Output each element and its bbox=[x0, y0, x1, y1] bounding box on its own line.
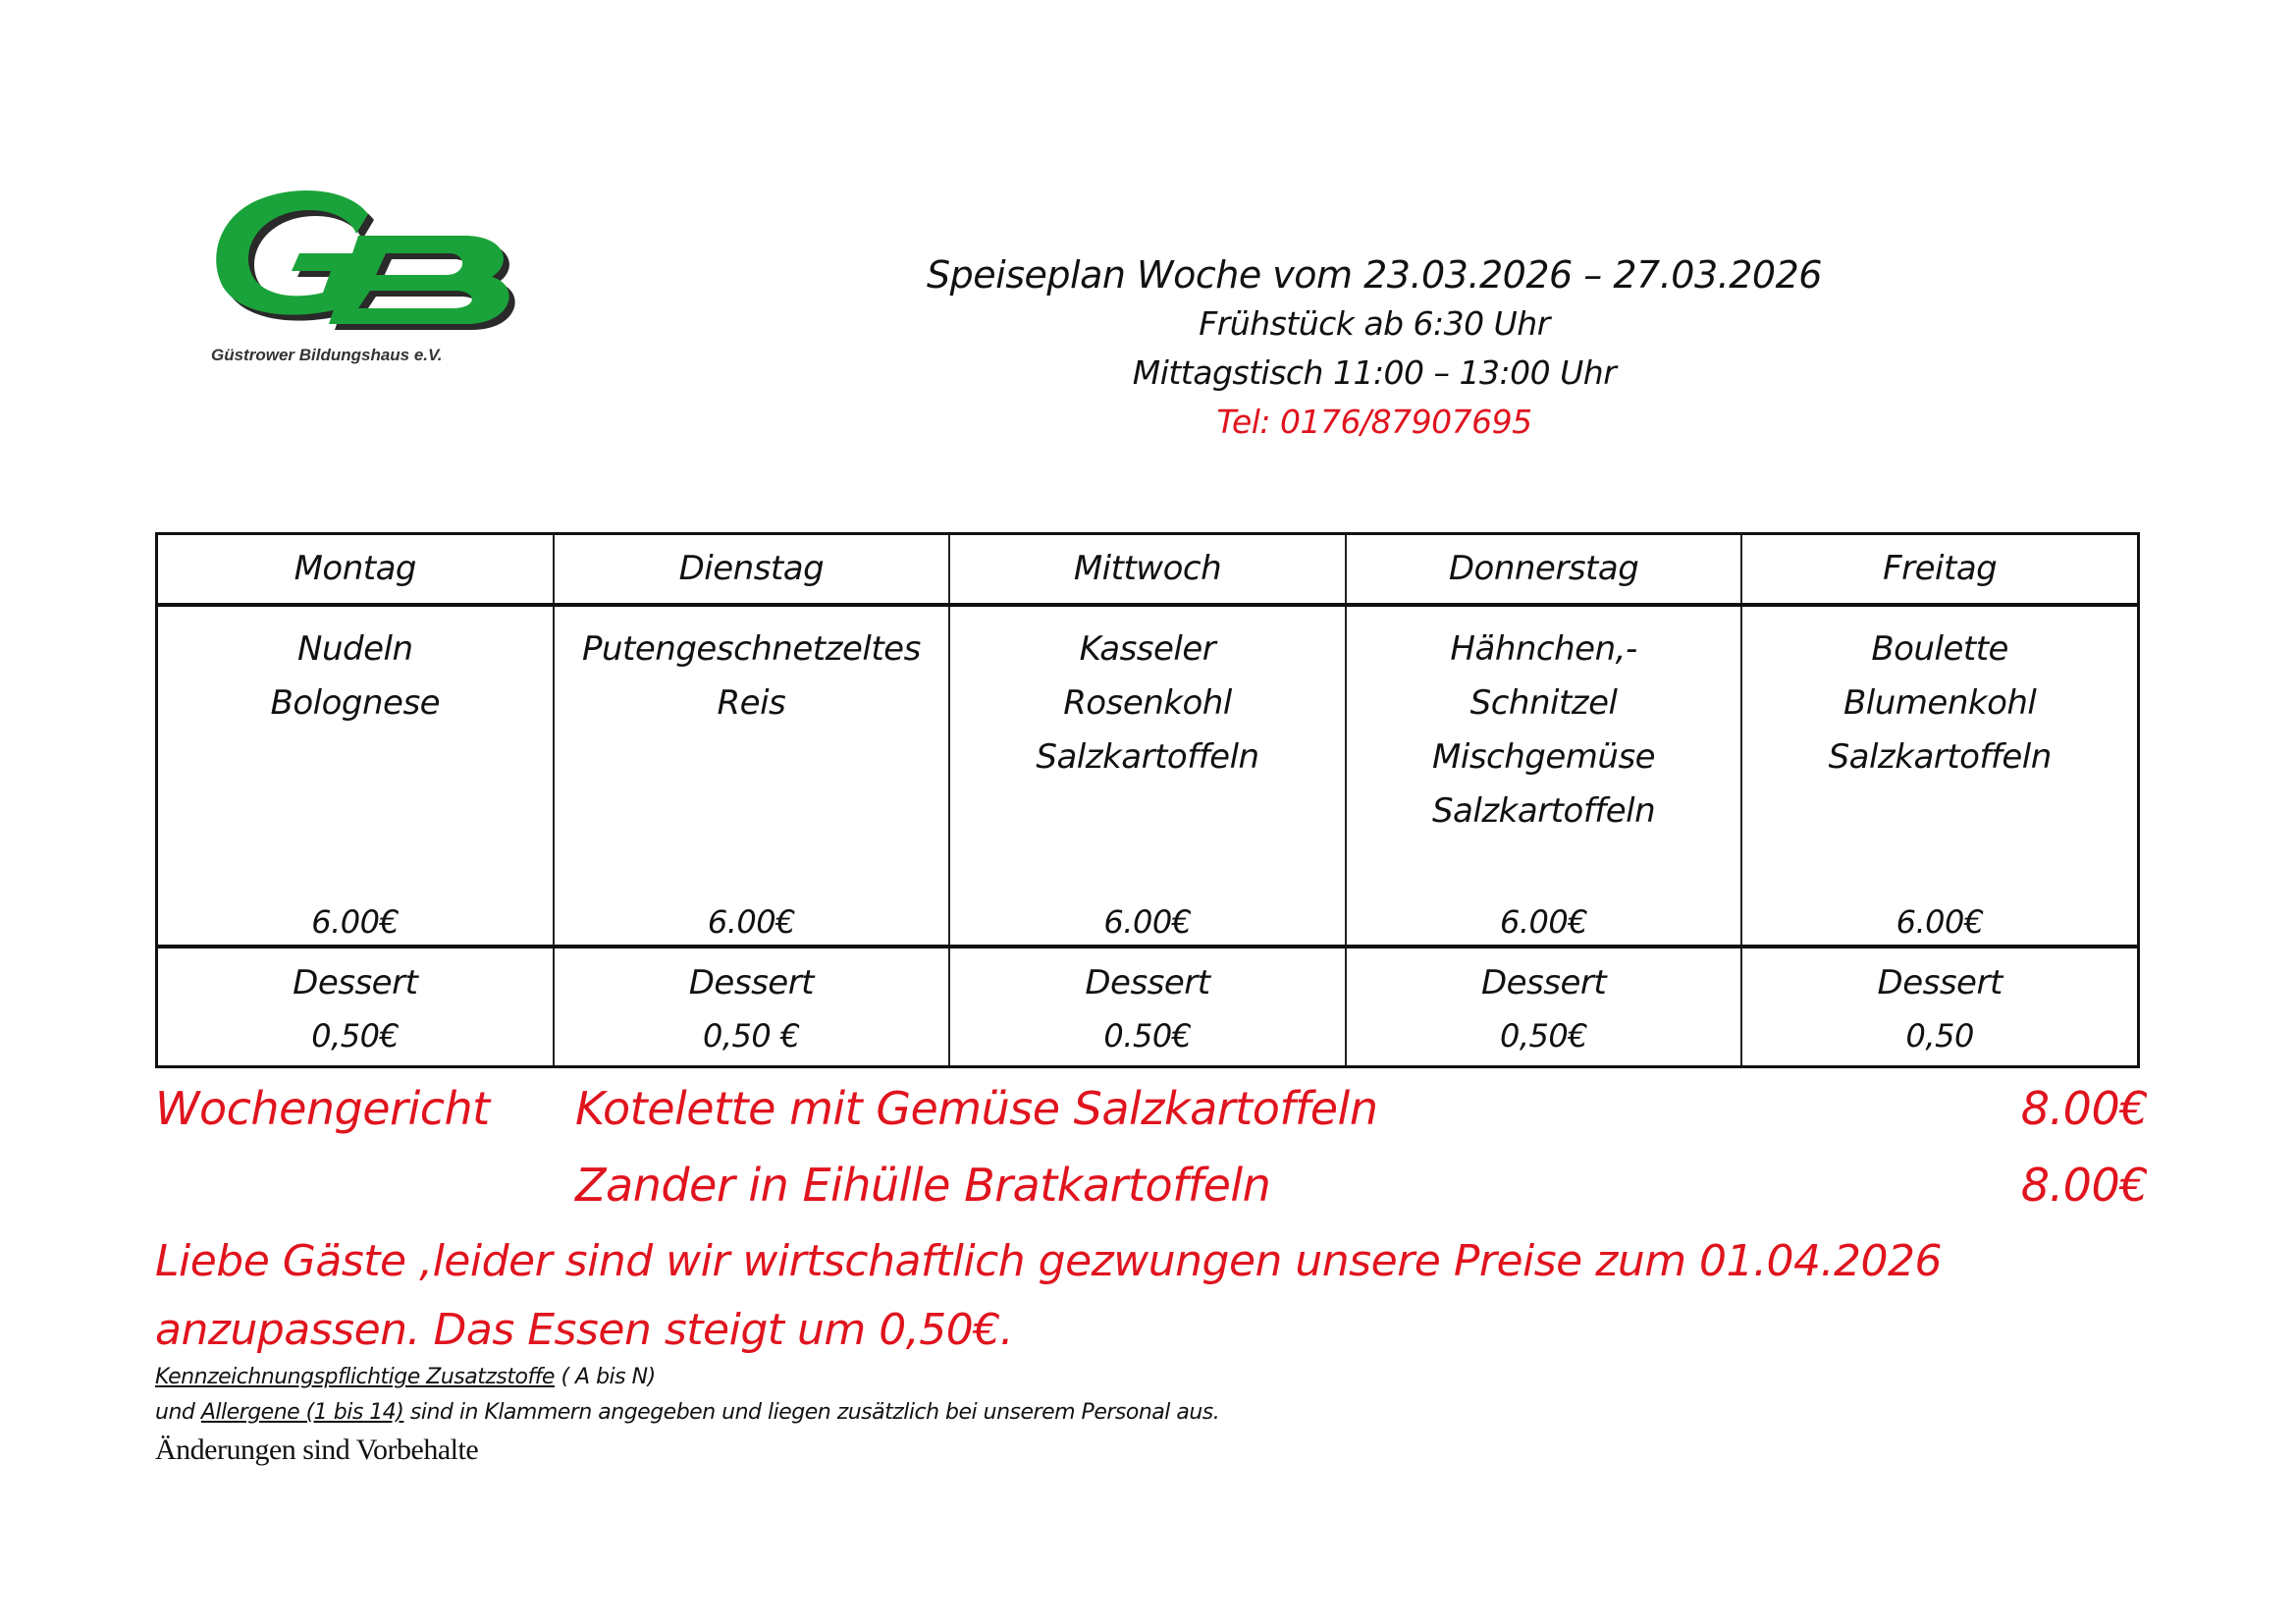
meal-line: Mischgemüse bbox=[1432, 737, 1656, 777]
meal-line: Reis bbox=[717, 683, 786, 723]
dessert-cell-wednesday bbox=[950, 948, 1347, 1065]
dessert-price: 0,50€ bbox=[1500, 1017, 1588, 1055]
price-increase-notice bbox=[155, 1227, 2216, 1365]
dessert-price: 0,50 € bbox=[703, 1017, 800, 1055]
meal-cell-monday bbox=[158, 607, 555, 945]
gb-logo-icon bbox=[201, 177, 535, 344]
logo bbox=[201, 177, 535, 383]
dessert-cell-monday bbox=[158, 948, 555, 1065]
meal-line: Boulette bbox=[1871, 629, 2008, 669]
meal-line: Putengeschnetzeltes bbox=[582, 629, 921, 669]
meal-line: Nudeln bbox=[297, 629, 413, 669]
notice-line: Liebe Gäste ,leider sind wir wirtschaftlich gezwungen unsere Preise zum 01.04.2026 bbox=[155, 1236, 1942, 1286]
additives-line bbox=[155, 1360, 1219, 1395]
phone-number: Tel: 0176/87907695 bbox=[1216, 403, 1532, 441]
meal-line: Blumenkohl bbox=[1842, 683, 2037, 723]
changes-disclaimer: Änderungen sind Vorbehalte bbox=[155, 1434, 479, 1466]
weekly-dish-row bbox=[155, 1070, 2148, 1147]
meal-line: Salzkartoffeln bbox=[1431, 791, 1656, 831]
meal-cell-thursday bbox=[1347, 607, 1743, 945]
meal-line: Salzkartoffeln bbox=[1036, 737, 1259, 777]
notice-line: anzupassen. Das Essen steigt um 0,50€. bbox=[155, 1305, 1014, 1355]
meal-price: 6.00€ bbox=[707, 903, 795, 941]
meal-price: 6.00€ bbox=[311, 903, 400, 941]
dessert-cell-friday bbox=[1742, 948, 2137, 1065]
dessert-price: 0,50 bbox=[1905, 1017, 1974, 1055]
meal-cell-wednesday bbox=[950, 607, 1347, 945]
weekly-dish-name: Zander in Eihülle Bratkartoffeln bbox=[575, 1159, 1271, 1212]
dessert-label: Dessert bbox=[688, 963, 815, 1002]
dessert-cell-tuesday bbox=[555, 948, 951, 1065]
logo-caption: Güstrower Bildungshaus e.V. bbox=[211, 346, 443, 364]
weekly-menu-table bbox=[155, 532, 2140, 1068]
dessert-cell-thursday bbox=[1347, 948, 1743, 1065]
meal-cell-tuesday bbox=[555, 607, 951, 945]
meal-price: 6.00€ bbox=[1103, 903, 1192, 941]
meal-line: Salzkartoffeln bbox=[1828, 737, 2052, 777]
weekly-label: Wochengericht bbox=[155, 1082, 490, 1135]
allergens-text: sind in Klammern angegeben und liegen zusätzlich bei unserem Personal aus. bbox=[403, 1400, 1220, 1425]
meal-line: Rosenkohl bbox=[1063, 683, 1232, 723]
and-text: und bbox=[155, 1400, 201, 1425]
dessert-row bbox=[158, 948, 2137, 1065]
meal-cell-friday bbox=[1742, 607, 2137, 945]
dessert-label: Dessert bbox=[1085, 963, 1210, 1002]
allergen-footnote bbox=[155, 1360, 1219, 1470]
weekly-dish-name: Kotelette mit Gemüse Salzkartoffeln bbox=[575, 1082, 1378, 1135]
dessert-label: Dessert bbox=[1480, 963, 1607, 1002]
day-header-thursday: Donnerstag bbox=[1347, 535, 1743, 603]
dessert-label: Dessert bbox=[1877, 963, 2002, 1002]
dessert-price: 0.50€ bbox=[1103, 1017, 1192, 1055]
additives-label: Kennzeichnungspflichtige Zusatzstoffe bbox=[155, 1365, 555, 1389]
weekly-dish-price: 8.00€ bbox=[2020, 1159, 2148, 1212]
weekly-special bbox=[155, 1070, 2148, 1223]
day-header-tuesday: Dienstag bbox=[555, 535, 951, 603]
breakfast-hours: Frühstück ab 6:30 Uhr bbox=[1199, 304, 1550, 343]
page-title: Speiseplan Woche vom 23.03.2026 – 27.03.2026 bbox=[927, 253, 1822, 297]
additives-range: ( A bis N) bbox=[554, 1365, 656, 1389]
allergens-label: Allergene (1 bis 14) bbox=[200, 1400, 404, 1425]
day-header-row bbox=[158, 535, 2137, 607]
day-header-friday: Freitag bbox=[1883, 549, 1998, 588]
weekly-dish-row bbox=[155, 1147, 2148, 1223]
lunch-hours: Mittagstisch 11:00 – 13:00 Uhr bbox=[1132, 353, 1617, 392]
allergens-line bbox=[155, 1395, 1219, 1431]
dessert-label: Dessert bbox=[293, 963, 418, 1002]
meal-line: Hähnchen,- bbox=[1450, 629, 1637, 669]
day-header-monday: Montag bbox=[158, 535, 555, 603]
dessert-price: 0,50€ bbox=[311, 1017, 400, 1055]
meal-line: Kasseler bbox=[1079, 629, 1216, 669]
day-header-wednesday: Mittwoch bbox=[950, 535, 1347, 603]
menu-header bbox=[883, 250, 1865, 447]
meal-line: Schnitzel bbox=[1469, 683, 1618, 723]
meal-row bbox=[158, 607, 2137, 948]
weekly-dish-price: 8.00€ bbox=[2020, 1082, 2148, 1135]
meal-price: 6.00€ bbox=[1896, 903, 1984, 941]
meal-line: Bolognese bbox=[270, 683, 441, 723]
meal-price: 6.00€ bbox=[1500, 903, 1588, 941]
